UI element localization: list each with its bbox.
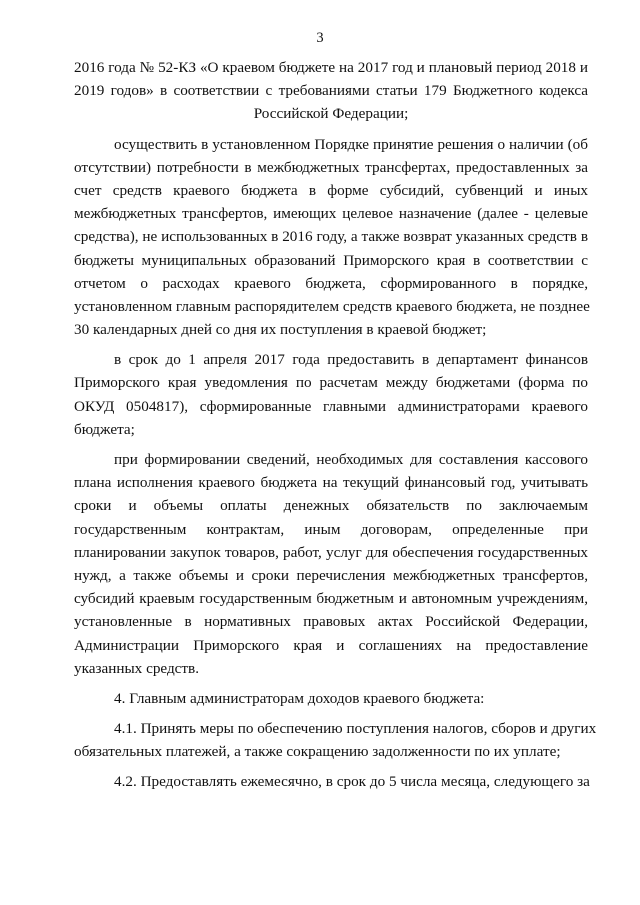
paragraph xyxy=(74,448,588,680)
text-line: обязательных платежей, а также сокращению задолженности по их уплате; xyxy=(74,743,561,761)
paragraph-gap xyxy=(74,710,588,717)
text-line: 2019 годов» в соответствии с требованиями статьи 179 Бюджетного кодекса xyxy=(74,82,588,100)
text-line: средства), не использованных в 2016 году, а также возврат указанных средств в xyxy=(74,228,588,246)
text-line: межбюджетных трансфертов, имеющих целевое назначение (далее - целевые xyxy=(74,205,588,223)
paragraph-gap xyxy=(74,763,588,770)
text-line: планировании закупок товаров, работ, услуг для обеспечения государственных xyxy=(74,543,588,561)
text-line: в срок до 1 апреля 2017 года предоставить в департамент финансов xyxy=(114,351,588,369)
text-line: 4. Главным администраторам доходов краевого бюджета: xyxy=(114,689,485,707)
text-line: при формировании сведений, необходимых для составления кассового xyxy=(114,451,588,468)
text-line: осуществить в установленном Порядке принятие решения о наличии (об xyxy=(114,135,588,153)
paragraph xyxy=(74,348,588,441)
text-line: Приморского края уведомления по расчетам между бюджетами (форма по xyxy=(74,374,588,392)
text-line: государственным контрактам, иным договорам, определенные при xyxy=(74,520,588,538)
text-line: нужд, а также объемы и сроки перечисления межбюджетных трансфертов, xyxy=(74,566,588,584)
paragraph xyxy=(74,56,588,126)
paragraph-gap xyxy=(74,341,588,348)
text-line: бюджета; xyxy=(74,420,135,438)
text-line: сроки и объемы оплаты денежных обязательств по заключаемым xyxy=(74,497,588,515)
text-line: плана исполнения краевого бюджета на текущий финансовый год, учитывать xyxy=(74,474,588,492)
text-line: счет средств краевого бюджета в форме субсидий, субвенций и иных xyxy=(74,181,588,199)
text-line: Администрации Приморского края и соглашениях на предоставление xyxy=(74,636,588,654)
paragraph-gap xyxy=(74,680,588,687)
paragraph xyxy=(74,687,588,710)
paragraph xyxy=(74,133,588,342)
text-line: 4.2. Предоставлять ежемесячно, в срок до 5 числа месяца, следующего за xyxy=(114,773,590,791)
text-line: отчетом о расходах краевого бюджета, сформированного в порядке, xyxy=(74,274,588,292)
text-line: 4.1. Принять меры по обеспечению поступления налогов, сборов и других xyxy=(114,720,597,738)
text-line: указанных средств. xyxy=(74,659,200,677)
text-line: установленные в нормативных правовых актах Российской Федерации, xyxy=(74,613,588,631)
text-line: ОКУД 0504817), сформированные главными администраторами краевого xyxy=(74,397,588,415)
text-line: 30 календарных дней со дня их поступления в краевой бюджет; xyxy=(74,321,487,339)
text-line: Российской Федерации; xyxy=(253,105,409,123)
text-line: бюджеты муниципальных образований Приморского края в соответствии с xyxy=(74,251,588,269)
document-body xyxy=(74,56,597,794)
paragraph xyxy=(74,770,588,793)
text-line: отсутствии) потребности в межбюджетных трансфертах, предоставленных за xyxy=(74,158,588,176)
paragraph-gap xyxy=(74,126,588,133)
text-line: 2016 года № 52-КЗ «О краевом бюджете на 2017 год и плановый период 2018 и xyxy=(74,59,588,76)
page-number: 3 xyxy=(316,30,324,46)
paragraph xyxy=(74,717,597,763)
text-line: субсидий краевым государственным бюджетным и автономным учреждениям, xyxy=(74,590,588,608)
paragraph-gap xyxy=(74,441,588,448)
text-line: установленном главным распорядителем средств краевого бюджета, не позднее xyxy=(74,297,590,315)
